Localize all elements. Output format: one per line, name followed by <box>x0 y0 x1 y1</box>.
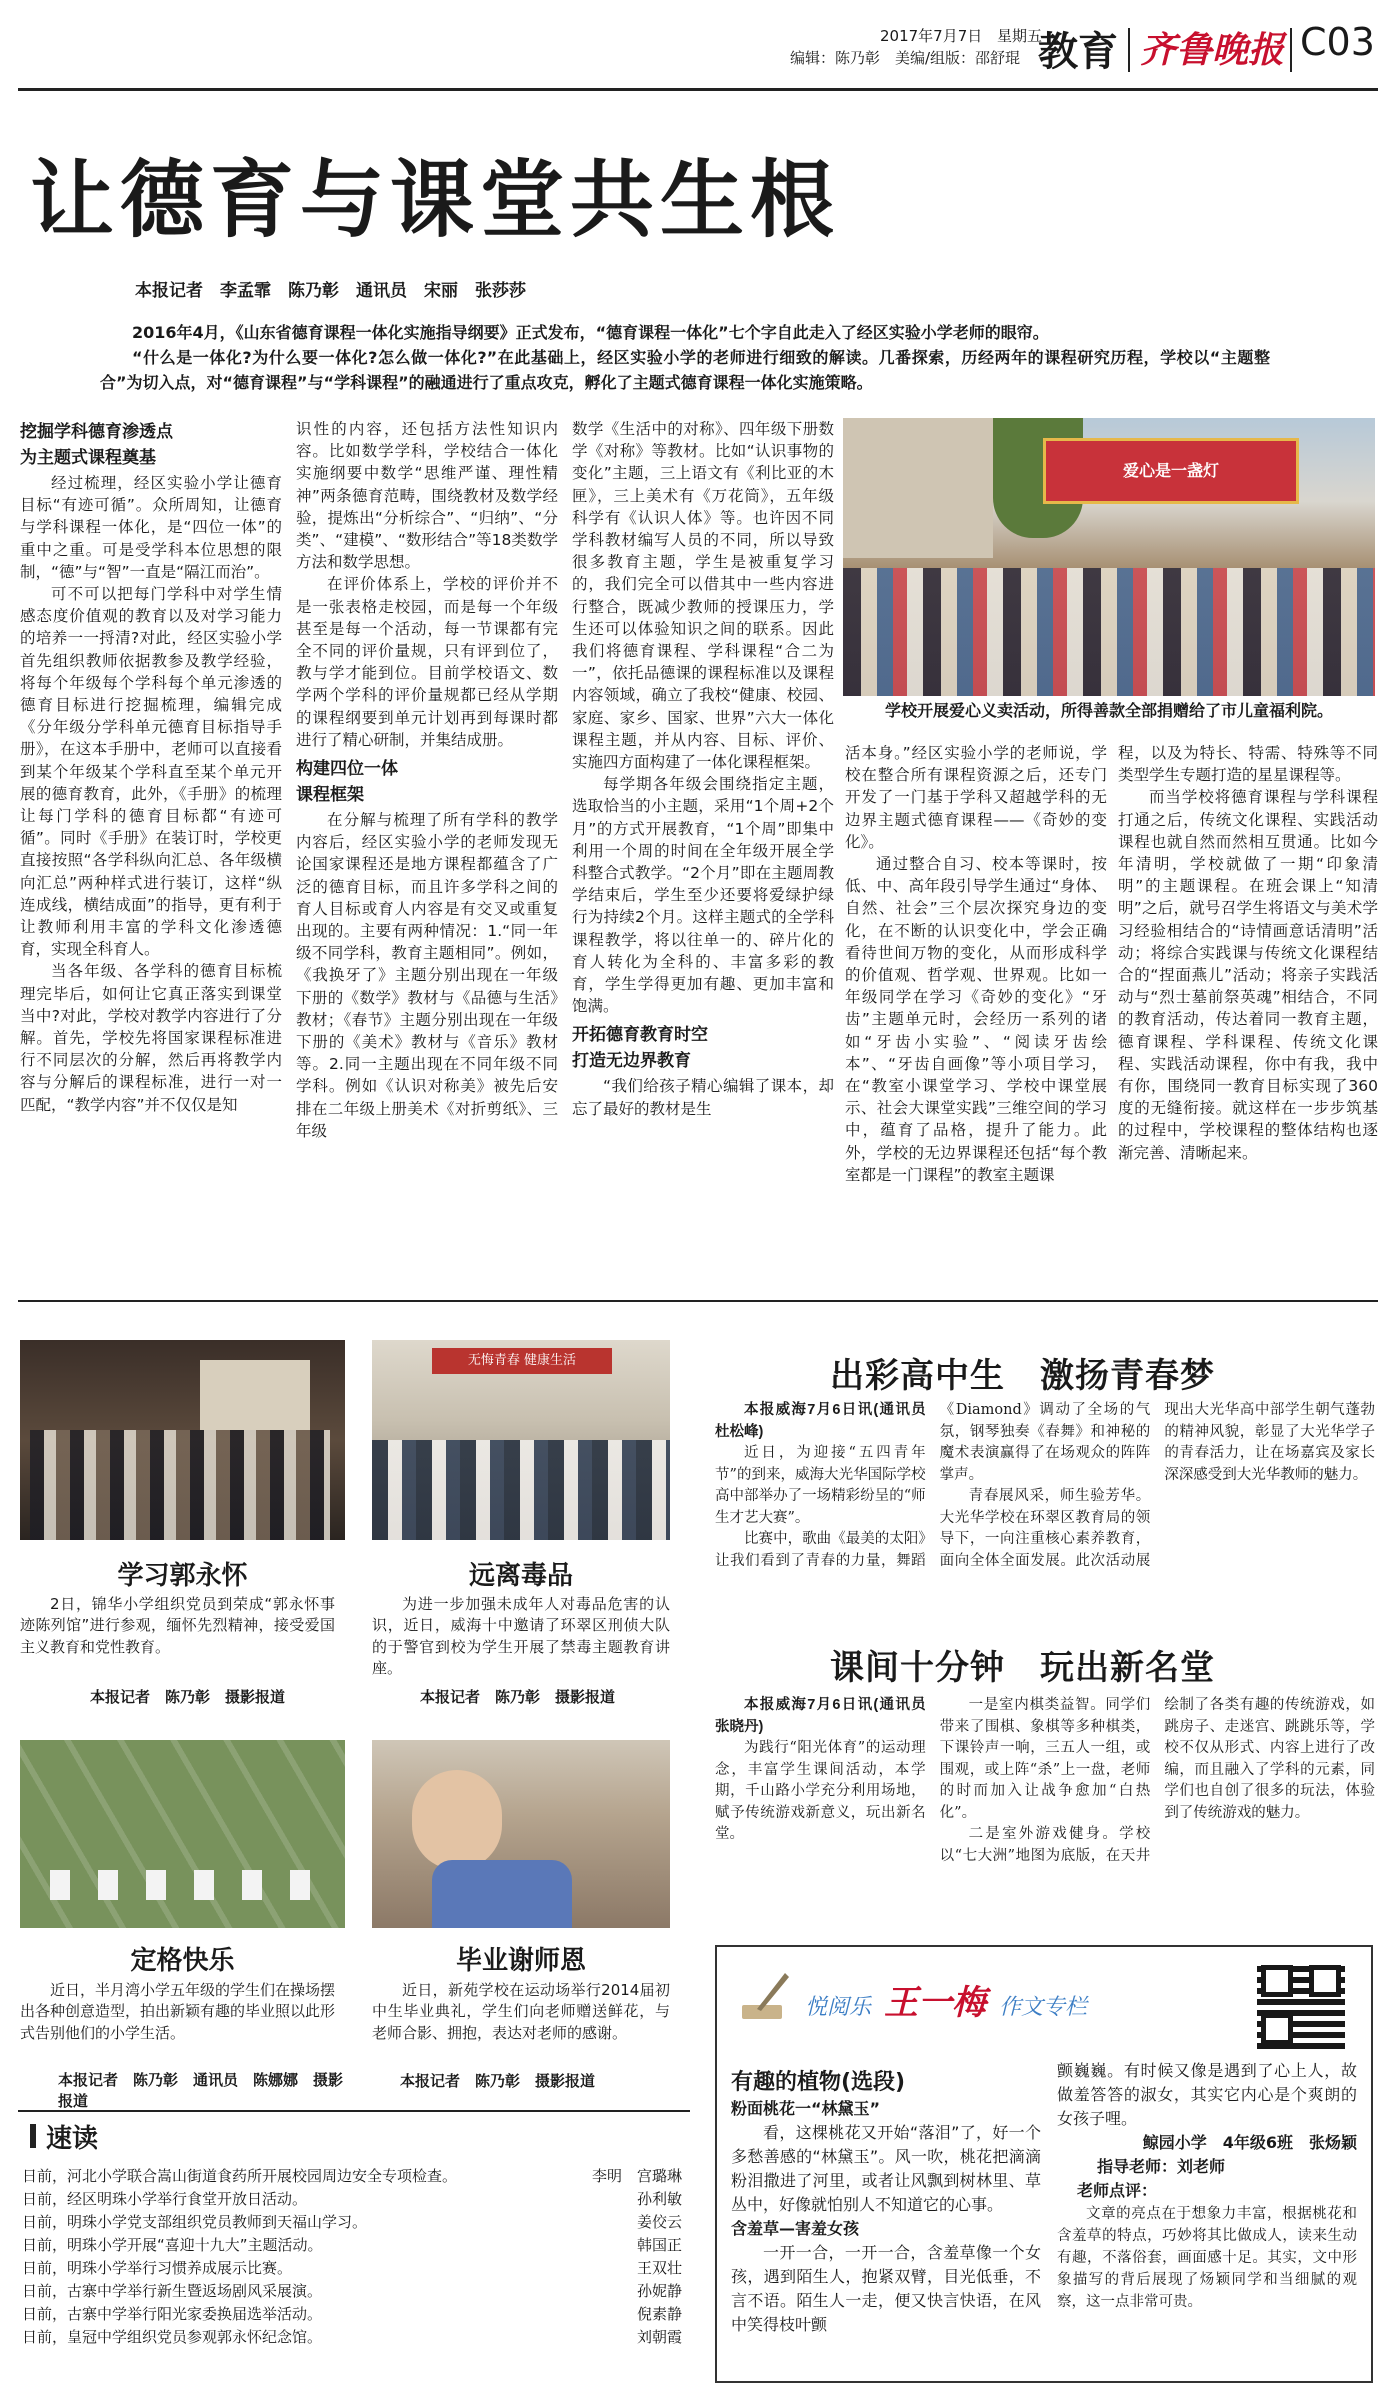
story-photo-antidrug <box>372 1340 670 1540</box>
section-name: 教育 <box>1038 29 1118 75</box>
story-byline: 本报记者 陈乃彰 摄影报道 <box>420 1688 616 1706</box>
brief-author: 韩国正 <box>636 2236 682 2254</box>
photo-screen <box>200 1360 310 1430</box>
brief-author: 倪素静 <box>636 2305 682 2323</box>
story-body <box>372 1980 670 2068</box>
story-text: 近日，新苑学校在运动场举行2014届初中生毕业典礼，学生们向老师赠送鲜花，与老师合影、拥抱，表达对老师的感谢。 <box>372 1981 670 2042</box>
story-byline: 本报记者 陈乃彰 通讯员 陈娜娜 摄影报道 <box>58 2071 344 2110</box>
story-byline: 本报记者 陈乃彰 摄影报道 <box>90 1688 286 1706</box>
banner-right: 作文专栏 <box>999 1995 1088 2020</box>
brief-item <box>22 2281 682 2302</box>
column-banner <box>805 1975 1087 2024</box>
subhead-peach: 粉面桃花一“林黛玉” <box>731 2099 881 2118</box>
paragraph: 活本身。”经区实验小学的老师说，学校在整合所有课程资源之后，还专门开发了一门基于学科又超越学科的无边界主题式德育课程——《奇妙的变化》。 <box>845 744 1107 851</box>
subhead-3a: 开拓德育教育时空 <box>572 1025 708 1046</box>
subhead-3b: 打造无边界教育 <box>572 1051 691 1072</box>
story-body <box>372 1594 670 1682</box>
photo-teacher-face <box>412 1770 502 1870</box>
brief-text: 日前，明珠小学开展“喜迎十九大”主题活动。 <box>22 2236 323 2254</box>
brief-author: 姜佼云 <box>636 2213 682 2231</box>
briefs-title-text: 速读 <box>46 2124 99 2154</box>
brief-text: 日前，古寨中学举行阳光家委换届选举活动。 <box>22 2305 323 2323</box>
subhead-1b: 为主题式课程奠基 <box>20 448 156 468</box>
brief-author: 孙妮静 <box>636 2282 682 2300</box>
paragraph: 程，以及为特长、特需、特殊等不同类型学生专题打造的星星课程等。 <box>1118 744 1378 785</box>
header-weekday: 星期五 <box>997 27 1043 45</box>
column-left-text <box>731 2097 1041 2377</box>
paragraph: 一是室内棋类益智。同学们带来了围棋、象棋等多种棋类，下课铃声一响，三五人一组，或围观，或上阵“杀”上一盘，老师的时而加入让战争愈加“白热化”。 <box>939 1697 1151 1821</box>
brief-item <box>22 2258 682 2279</box>
news1-lead-bold: 本报威海7月6日讯(通讯员 杜松峰) <box>715 1402 941 1440</box>
header-divider-2 <box>1290 28 1292 72</box>
brief-item <box>22 2189 682 2210</box>
paragraph: 近日，为迎接“五四青年节”的到来，威海大光华国际学校高中部举办了一场精彩纷呈的“师生才艺大赛”。 <box>715 1445 926 1526</box>
paragraph: 青春展风采，师生验芳华。大光华学校在环翠区教育局的领导下，一向注重核心素养教育，面向全体全面发展。此次活动展现出大光华高中部学生朝气蓬勃的精神风貌，彰显了大光华学子的青春活力，让在场嘉宾及家长深深感受到大光华教师的魅力。 <box>939 1402 1375 1569</box>
brief-text: 日前，明珠小学举行习惯养成展示比赛。 <box>22 2259 293 2277</box>
story-title: 远离毒品 <box>468 1561 573 1591</box>
paragraph: 数学《生活中的对称》、四年级下册数学《对称》等教材。比如“认识事物的变化”主题，三上语文有《利比亚的木匣》，三上美术有《万花筒》，五年级科学有《认识人体》等。也许因不同学科教材编写人员的不同，所以导致很多教育主题，学生是被重复学习的，我们完全可以借其中一些内容进行整合，既减少教师的授课压力，学生还可以体验知识之间的联系。因此我们将德育课程、学科课程“合二为一”，依托品德课的课程标准以及课程内容领域，确立了我校“健康、校园、家庭、家乡、国家、世界”六大一体化课程主题，并从内容、目标、评价、实施四方面构建了一体化课程框架。 <box>572 420 834 772</box>
photo-flowers <box>432 1860 572 1928</box>
paragraph: 二是室外游戏健身。学校以“七大洲”地图为底版，在天井绘制了各类有趣的传统游戏，如跳房子、走迷宫、跳跳乐等，学校不仅从形式、内容上进行了改编，而且融入了学科的元素，同学们也自创了很多的玩法，体验到了传统游戏的魅力。 <box>939 1697 1375 1864</box>
news1-body <box>715 1400 1375 1650</box>
paragraph: 每学期各年级会围绕指定主题，选取恰当的小主题，采用“1个周+2个月”的方式开展教育，“1个周”即集中利用一个周的时间在全年级开展全学科整合式教学。“2个月”即在主题周教学结束后，学生至少还要将爱绿护绿行为持续2个月。这样主题式的全学科课程教学，将以往单一的、碎片化的育人转化为全科的、丰富多彩的教育，学生学得更加有趣、更加丰富和饱满。 <box>572 775 834 1016</box>
column-right-text <box>1057 2059 1357 2377</box>
paragraph: 在评价体系上，学校的评价并不是一张表格走校园，而是每一个年级甚至是每一个活动，每一节课都有完全不同的评价量规，只有评到位了，教与学才能到位。目前学校语文、数学两个学科的评价量规都已经从学期的课程纲要到单元计划再到每课时都进行了精心研制，并集结成册。 <box>296 575 558 749</box>
story-body <box>20 1594 335 1682</box>
brief-author: 王双壮 <box>636 2259 682 2277</box>
story-title: 学习郭永怀 <box>117 1561 248 1591</box>
charity-photo-caption: 学校开展爱心义卖活动，所得善款全部捐赠给了市儿童福利院。 <box>884 701 1333 720</box>
paragraph: 当各年级、各学科的德育目标梳理完毕后，如何让它真正落实到课堂当中?对此，学校对教学内容进行了分解。首先，学校先将国家课程标准进行不同层次的分解，然后再将教学内容与分解后的课程标准，进行一对一匹配，“教学内容”并不仅仅是知 <box>20 962 282 1114</box>
header-divider <box>1128 28 1130 72</box>
article-column-5 <box>1118 742 1378 1290</box>
paragraph: 经过梳理，经区实验小学让德育目标“有迹可循”。众所周知，让德育与学科课程一体化，是“四位一体”的重中之重。可是受学科本位思想的限制，“德”与“智”一直是“隔江而治”。 <box>20 474 282 581</box>
briefs-title <box>30 2118 120 2154</box>
page-number: C03 <box>1300 20 1375 64</box>
brief-author: 李明 宫璐琳 <box>591 2167 682 2185</box>
story-title: 毕业谢师恩 <box>455 1946 586 1976</box>
brief-author: 孙利敏 <box>636 2190 682 2208</box>
header-editors: 编辑：陈乃彰 美编/组版：邵舒琨 <box>790 49 1021 67</box>
briefs-mark <box>30 2124 36 2148</box>
brief-author: 刘朝霞 <box>636 2328 682 2346</box>
paragraph: 在分解与梳理了所有学科的教学内容后，经区实验小学的老师发现无论国家课程还是地方课程都蕴含了广泛的德育目标，而且许多学科之间的育人目标或育人内容是有交叉或重复出现的。主要有两种情况：1.“同一年级不同学科，教育主题相同”。例如，《我换牙了》主题分别出现在一年级下册的《数学》教材与《品德与生活》教材；《春节》主题分别出现在一年级下册的《美术》教材与《音乐》教材等。2.同一主题出现在不同年级不同学科。例如《认识对称美》被先后安排在二年级上册美术《对折剪纸》、三年级 <box>296 811 558 1140</box>
photo-crowd <box>843 568 1375 696</box>
briefs-rule-top <box>18 2110 690 2112</box>
brief-text: 日前，经区明珠小学举行食堂开放日活动。 <box>22 2190 308 2208</box>
story-text: 近日，半月湾小学五年级的学生们在操场摆出各种创意造型，拍出新颖有趣的毕业照以此形式告别他们的小学生活。 <box>20 1981 335 2042</box>
brief-item <box>22 2304 682 2325</box>
qr-corner <box>1309 1965 1341 1997</box>
column-article-title: 有趣的植物(选段) <box>731 2070 906 2095</box>
paragraph: 为践行“阳光体育”的运动理念，丰富学生课间活动，本学期，千山路小学充分利用场地，赋予传统游戏新意义，玩出新名堂。 <box>715 1740 926 1842</box>
story-photo-memorial <box>20 1340 345 1540</box>
qr-code <box>1257 1961 1345 2049</box>
brief-text: 日前，皇冠中学组织党员参观郭永怀纪念馆。 <box>22 2328 323 2346</box>
article-column-4 <box>845 742 1107 1290</box>
photo-students <box>372 1440 670 1540</box>
paragraph: 比赛中，歌曲《最美的太阳》让我们看到了青春的力量，舞蹈《Diamond》调动了全场的气氛，钢琴独奏《春舞》和神秘的魔术表演赢得了在场观众的阵阵掌声。 <box>715 1402 1151 1569</box>
story-title: 定格快乐 <box>130 1946 235 1976</box>
photo-visitors <box>30 1430 330 1540</box>
teacher-comment: 文章的亮点在于想象力丰富，根据桃花和含羞草的特点，巧妙将其比做成人，读来生动有趣，不落俗套，画面感十足。其实，文中形象描写的背后展现了炀颖同学和当细腻的观察，这一点非常可贵。 <box>1057 2206 1357 2310</box>
photo-banner: 无悔青春 健康生活 <box>432 1348 612 1374</box>
story-photo-thank-teacher <box>372 1740 670 1928</box>
brief-item <box>22 2235 682 2256</box>
photo-kids <box>50 1870 310 1900</box>
banner-left: 悦阅乐 <box>805 1995 872 2020</box>
qr-corner <box>1261 1965 1293 1997</box>
story-body <box>20 1980 335 2068</box>
qr-corner <box>1261 2013 1293 2045</box>
paragraph: “我们给孩子精心编辑了课本，却忘了最好的教材是生 <box>572 1077 834 1118</box>
charity-sale-photo <box>843 418 1375 696</box>
teacher-info: 指导老师：刘老师 <box>1097 2157 1226 2176</box>
brand-logo: 齐鲁晚报 <box>1140 29 1285 71</box>
story-text: 为进一步加强未成年人对毒品危害的认识，近日，威海十中邀请了环翠区刑侦大队的于警官到校为学生开展了禁毒主题教育讲座。 <box>372 1595 670 1677</box>
news2-body <box>715 1695 1375 1935</box>
brief-item <box>22 2327 682 2348</box>
paragraph: 识性的内容，还包括方法性知识内容。比如数学学科，学校结合一体化实施纲要中数学“思维严谨、理性精神”两条德育范畴，围绕教材及数学经验，提炼出“分析综合”、“归纳”、“分类”、“建模”、“数形结合”等18类数学方法和数学思想。 <box>296 420 558 572</box>
student-info: 鲸园小学 4年级6班 张炀颖 <box>1142 2133 1357 2152</box>
writing-column-box <box>715 1945 1373 2383</box>
main-byline: 本报记者 李孟霏 陈乃彰 通讯员 宋丽 张莎莎 <box>135 281 526 301</box>
lead-paragraph <box>100 320 1270 395</box>
news2-lead <box>715 1695 941 1738</box>
story-byline: 本报记者 陈乃彰 摄影报道 <box>400 2072 596 2090</box>
section-divider <box>18 1300 1378 1302</box>
brief-text: 日前，河北小学联合嵩山街道食药所开展校园周边安全专项检查。 <box>22 2167 458 2185</box>
banner-name: 王一梅 <box>884 1983 987 2023</box>
subhead-1a: 挖掘学科德育渗透点 <box>20 422 173 442</box>
article-column-2 <box>296 418 558 1288</box>
paragraph: 而当学校将德育课程与学科课程打通之后，传统文化课程、实践活动课程也就自然而然相互贯通。比如今年清明，学校就做了一期“印象清明”的主题课程。在班会课上“知清明”之后，就号召学生将语文与美术学习经验相结合的“诗情画意话清明”活动；将综合实践课与传统文化课程结合的“捏面燕儿”活动；将亲子实践活动与“烈士墓前祭英魂”相结合，不同的教育活动，传达着同一教育主题，德育课程、学科课程、传统文化课程、实践活动课程，你中有我，我中有你，围绕同一教育目标实现了360度的无缝衔接。就这样在一步步筑基的过程中，学校课程的整体结构也逐渐完善、清晰起来。 <box>1118 788 1378 1162</box>
header-date <box>880 25 1042 46</box>
article-column-1 <box>20 418 282 1288</box>
paragraph: 可不可以把每门学科中对学生情感态度价值观的教育以及对学习能力的培养一一捋清?对此，经区实验小学首先组织教师依据教参及教学经验，将每个年级每个学科每个单元渗透的德育目标进行挖掘梳理，编辑完成《分年级分学科单元德育目标指导手册》，在这本手册中，老师可以直接看到某个年级某个学科直至某个单元开展的德育教育，此外，《手册》的梳理让每门学科的德育目标都“有迹可循”。同时《手册》在装订时，学校更直接按照“各学科纵向汇总、各年级横向汇总”两种样式进行装订，这样“纵连成线，横结成面”的指导，更有利于让教师利用丰富的学科文化渗透德育，实现全科育人。 <box>20 585 282 959</box>
comment-label: 老师点评： <box>1077 2181 1158 2200</box>
subhead-2a: 构建四位一体 <box>296 759 398 780</box>
page-title: 让德育与课堂共生根 <box>30 151 841 249</box>
brief-text: 日前，古寨中学举行新生暨返场剧风采展演。 <box>22 2282 323 2300</box>
story-text: 2日，锦华小学组织党员到荣成“郭永怀事迹陈列馆”进行参观，缅怀先烈精神，接受爱国主义教育和党性教育。 <box>20 1595 335 1656</box>
paragraph: 颤巍巍。有时候又像是遇到了心上人，故做羞答答的淑女，其实它内心是个爽朗的女孩子哩。 <box>1057 2061 1357 2128</box>
photo-building <box>843 418 993 558</box>
subhead-mimosa: 含羞草—害羞女孩 <box>731 2219 860 2238</box>
header-date-text: 2017年7月7日 <box>880 27 983 45</box>
quill-icon <box>737 1967 797 2027</box>
story-photo-graduation-pose <box>20 1740 345 1928</box>
subhead-2b: 课程框架 <box>296 785 364 806</box>
brief-item <box>22 2166 682 2187</box>
lead-line-2: “什么是一体化?为什么要一体化?怎么做一体化?”在此基础上，经区实验小学的老师进行细致的解读。几番探索，历经两年的课程研究历程，学校以“主题整合”为切入点，对“德育课程”与“学科课程”的融通进行了重点攻克，孵化了主题式德育课程一体化实施策略。 <box>100 348 1270 392</box>
paragraph: 通过整合自习、校本等课时，按低、中、高年段引导学生通过“身体、自然、社会”三个层次探究身边的变化，在不断的认识变化中，学会正确看待世间万物的变化，从而形成科学的价值观、哲学观、世界观。比如一年级同学在学习《奇妙的变化》“牙齿”主题单元时，会经历一系列的诸如“牙齿小实验”、“阅读牙齿绘本”、“牙齿自画像”等小项目学习，在“教室小课堂学习、学校中课堂展示、社会大课堂实践”三维空间的学习中，蕴育了品格，提升了能力。此外，学校的无边界课程还包括“每个教室都是一门课程”的教室主题课 <box>845 855 1107 1184</box>
article-column-3 <box>572 418 834 1288</box>
news1-lead <box>715 1400 941 1443</box>
lead-line-1: 2016年4月，《山东省德育课程一体化实施指导纲要》正式发布，“德育课程一体化”七个字自此走入了经区实验小学老师的眼帘。 <box>132 323 1049 342</box>
photo-banner: 爱心是一盏灯 <box>1043 438 1299 504</box>
news2-lead-bold: 本报威海7月6日讯(通讯员 张晓丹) <box>715 1697 941 1735</box>
news1-title: 出彩高中生 激扬青春梦 <box>830 1356 1215 1396</box>
paragraph: 看，这棵桃花又开始“落泪”了，好一个多愁善感的“林黛玉”。风一吹，桃花把滴滴粉泪撒进了河里，或者让风飘到树林里、草丛中，好像就怕别人不知道它的心事。 <box>731 2123 1041 2214</box>
brief-item <box>22 2212 682 2233</box>
header-rule <box>18 88 1378 91</box>
paragraph: 一开一合，一开一合，含羞草像一个女孩，遇到陌生人，抱紧双臂，目光低垂，不言不语。陌生人一走，便又快言快语，在风中笑得枝叶颤 <box>731 2243 1041 2334</box>
news2-title: 课间十分钟 玩出新名堂 <box>830 1648 1215 1688</box>
brief-text: 日前，明珠小学党支部组织党员教师到天福山学习。 <box>22 2213 368 2231</box>
